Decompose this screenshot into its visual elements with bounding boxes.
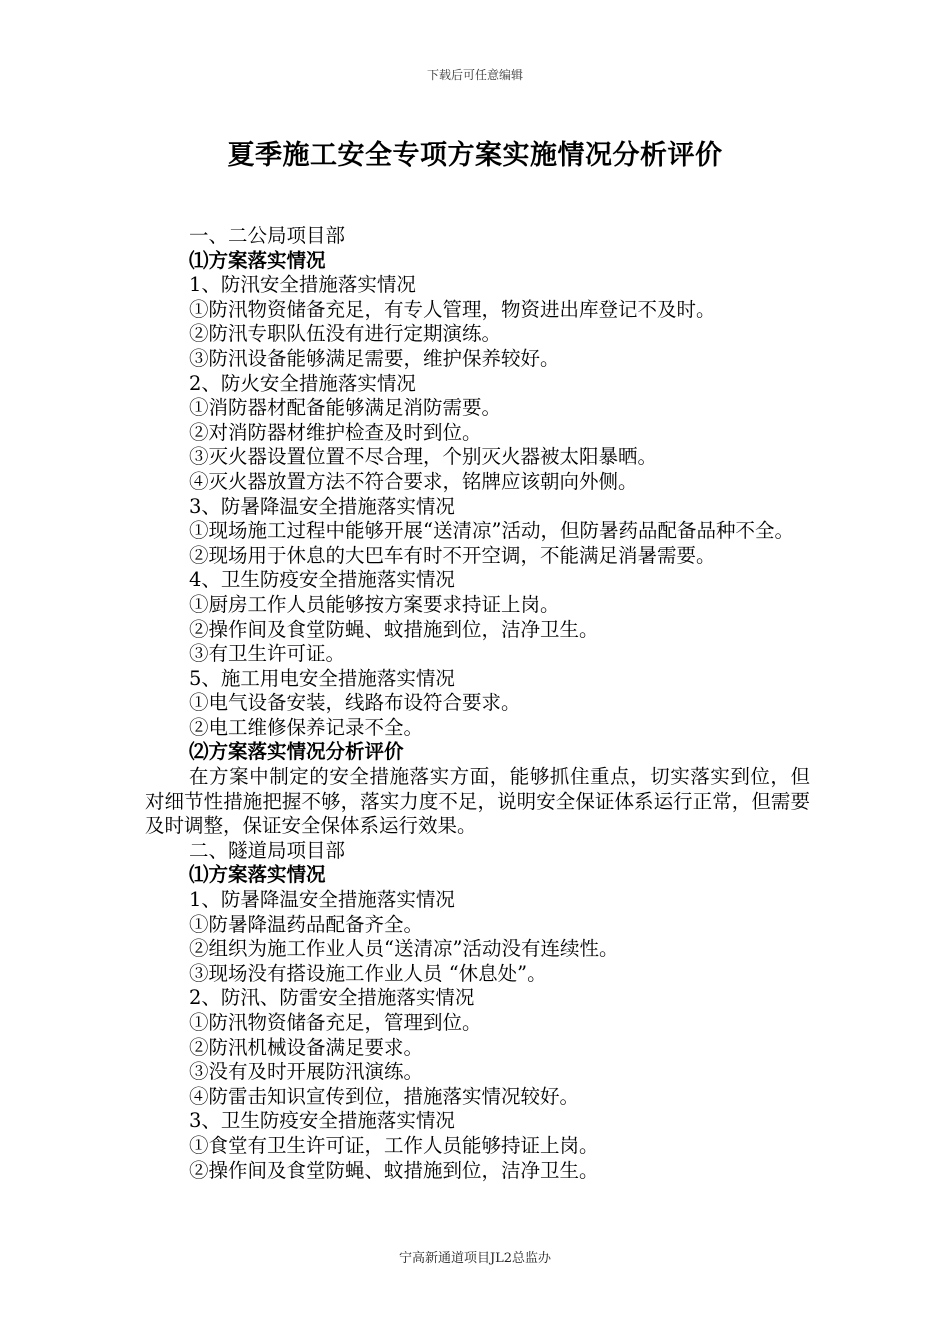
body-line: 一、二公局项目部 — [189, 224, 346, 247]
body-line: ①现场施工过程中能够开展“送清凉”活动，但防暑药品配备品种不全。 — [189, 519, 794, 543]
body-line: ①防汛物资储备充足，管理到位。 — [189, 1011, 482, 1034]
page-footer: 宁高新通道项目JL2总监办 — [398, 1251, 552, 1266]
body-line: ①电气设备安装，线路布设符合要求。 — [189, 691, 521, 715]
body-line: 5、施工用电安全措施落实情况 — [189, 666, 455, 690]
body-line: ①消防器材配备能够满足消防需要。 — [189, 396, 502, 420]
section-heading: ⑴方案落实情况 — [189, 248, 326, 272]
body-line: 3、卫生防疫安全措施落实情况 — [189, 1109, 455, 1133]
body-line: ②操作间及食堂防蝇、蚊措施到位，洁净卫生。 — [189, 1158, 599, 1182]
body-line: ①厨房工作人员能够按方案要求持证上岗。 — [189, 592, 560, 616]
body-line: ③有卫生许可证。 — [189, 642, 346, 666]
body-line: 二、隧道局项目部 — [189, 838, 346, 862]
page-header: 下载后可任意编辑 — [426, 68, 523, 82]
body-line: ②组织为施工作业人员“送清凉”活动没有连续性。 — [189, 937, 619, 961]
body-line: ①防汛物资储备充足，有专人管理，物资进出库登记不及时。 — [189, 297, 716, 321]
body-line: ②现场用于休息的大巴车有时不开空调，不能满足消暑需要。 — [189, 543, 716, 567]
section-heading: ⑴方案落实情况 — [189, 863, 326, 887]
body-line: 1、防汛安全措施落实情况 — [189, 273, 416, 297]
body-line: ①食堂有卫生许可证，工作人员能够持证上岗。 — [189, 1133, 599, 1157]
body-line: 3、防暑降温安全措施落实情况 — [189, 494, 455, 518]
body-line: ③灭火器设置位置不尽合理，个别灭火器被太阳暴晒。 — [189, 445, 658, 469]
document-title: 夏季施工安全专项方案实施情况分析评价 — [227, 140, 723, 171]
body-line: ②操作间及食堂防蝇、蚊措施到位，洁净卫生。 — [189, 617, 599, 641]
body-line: ④灭火器放置方法不符合要求，铭牌应该朝向外侧。 — [189, 469, 638, 493]
section-heading: ⑵方案落实情况分析评价 — [189, 740, 404, 764]
body-line: ③防汛设备能够满足需要，维护保养较好。 — [189, 346, 560, 370]
body-line: ④防雷击知识宣传到位，措施落实情况较好。 — [189, 1084, 580, 1108]
body-line: ③没有及时开展防汛演练。 — [189, 1060, 424, 1084]
body-line: ②防汛专职队伍没有进行定期演练。 — [189, 322, 502, 346]
body-line: 2、防火安全措施落实情况 — [189, 371, 416, 395]
body-line: 1、防暑降温安全措施落实情况 — [189, 888, 455, 912]
body-line: ②对消防器材维护检查及时到位。 — [189, 420, 482, 444]
body-line: ③现场没有搭设施工作业人员 “休息处”。 — [189, 961, 547, 985]
body-line: ②电工维修保养记录不全。 — [189, 715, 424, 739]
body-line: 4、卫生防疫安全措施落实情况 — [189, 568, 455, 592]
document-body — [145, 224, 810, 1183]
body-line: 2、防汛、防雷安全措施落实情况 — [189, 986, 475, 1010]
body-line: 在方案中制定的安全措施落实方面，能够抓住重点，切实落实到位，但对细节性措施把握不够，落实力度不足，说明安全保证体系运行正常，但需要及时调整，保证安全保体系运行效果。 — [145, 765, 810, 838]
body-line: ①防暑降温药品配备齐全。 — [189, 912, 424, 936]
body-line: ②防汛机械设备满足要求。 — [189, 1035, 424, 1059]
